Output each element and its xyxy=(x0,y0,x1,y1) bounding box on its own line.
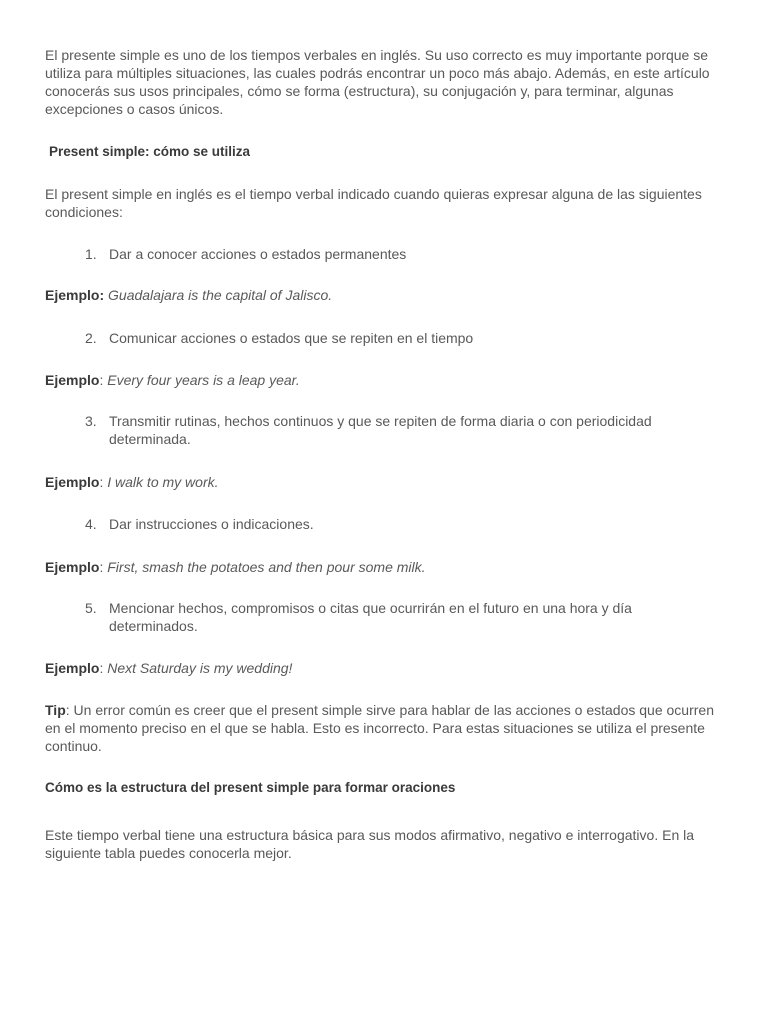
tip-label: Tip xyxy=(45,702,66,718)
example-separator: : xyxy=(99,474,108,490)
example-text: I walk to my work. xyxy=(107,474,219,490)
example-label: Ejemplo xyxy=(45,660,100,676)
example-line xyxy=(45,659,725,677)
example-line xyxy=(45,286,725,304)
structure-paragraph: Este tiempo verbal tiene una estructura básica para sus modos afirmativo, negativo e interrogativo. En la siguiente tabla puedes conocerla mejor. xyxy=(45,827,695,861)
intro-paragraph: El presente simple es uno de los tiempos verbales en inglés. Su uso correcto es muy importante porque se utiliza para múltiples situaciones, las cuales podrás encontrar un poco más abajo. Además, en este artículo conocerás sus usos principales, cómo se forma (estructura), su conjugación y, para terminar, algunas excepciones o casos únicos. xyxy=(45,47,710,117)
example-text: First, smash the potatoes and then pour some milk. xyxy=(107,559,426,575)
tip-text: : Un error común es creer que el present simple sirve para hablar de las acciones o estados que ocurren en el momento preciso en el que se habla. Esto es incorrecto. Para estas situaciones se utiliza el presente continuo. xyxy=(45,702,714,754)
section-heading-structure: Cómo es la estructura del present simple para formar oraciones xyxy=(45,780,456,795)
example-line xyxy=(45,473,725,491)
example-line xyxy=(45,371,725,389)
list-text: Transmitir rutinas, hechos continuos y que se repiten de forma diaria o con periodicidad determinada. xyxy=(109,413,652,447)
list-text: Dar a conocer acciones o estados permanentes xyxy=(109,246,407,262)
list-text: Mencionar hechos, compromisos o citas que ocurrirán en el futuro en una hora y día determinados. xyxy=(109,600,632,634)
example-label: Ejemplo xyxy=(45,474,100,490)
example-separator: : xyxy=(99,559,108,575)
example-line xyxy=(45,558,725,576)
section-lead-paragraph: El present simple en inglés es el tiempo verbal indicado cuando quieras expresar alguna de las siguientes condiciones: xyxy=(45,186,702,220)
example-separator: : xyxy=(99,660,108,676)
list-item xyxy=(45,599,725,635)
example-text: Next Saturday is my wedding! xyxy=(107,660,293,676)
example-text: Guadalajara is the capital of Jalisco. xyxy=(108,287,333,303)
list-number: 3. xyxy=(85,413,97,429)
example-label: Ejemplo xyxy=(45,559,100,575)
example-text: Every four years is a leap year. xyxy=(107,372,300,388)
list-item xyxy=(45,412,725,448)
list-text: Comunicar acciones o estados que se repiten en el tiempo xyxy=(109,330,474,346)
list-number: 4. xyxy=(85,516,97,532)
example-label: Ejemplo: xyxy=(45,287,105,303)
section-heading-uses: Present simple: cómo se utiliza xyxy=(49,144,251,159)
example-separator: : xyxy=(99,372,108,388)
list-number: 5. xyxy=(85,600,97,616)
list-number: 2. xyxy=(85,330,97,346)
tip-paragraph xyxy=(45,701,725,755)
example-label: Ejemplo xyxy=(45,372,100,388)
list-number: 1. xyxy=(85,246,97,262)
list-text: Dar instrucciones o indicaciones. xyxy=(109,516,314,532)
